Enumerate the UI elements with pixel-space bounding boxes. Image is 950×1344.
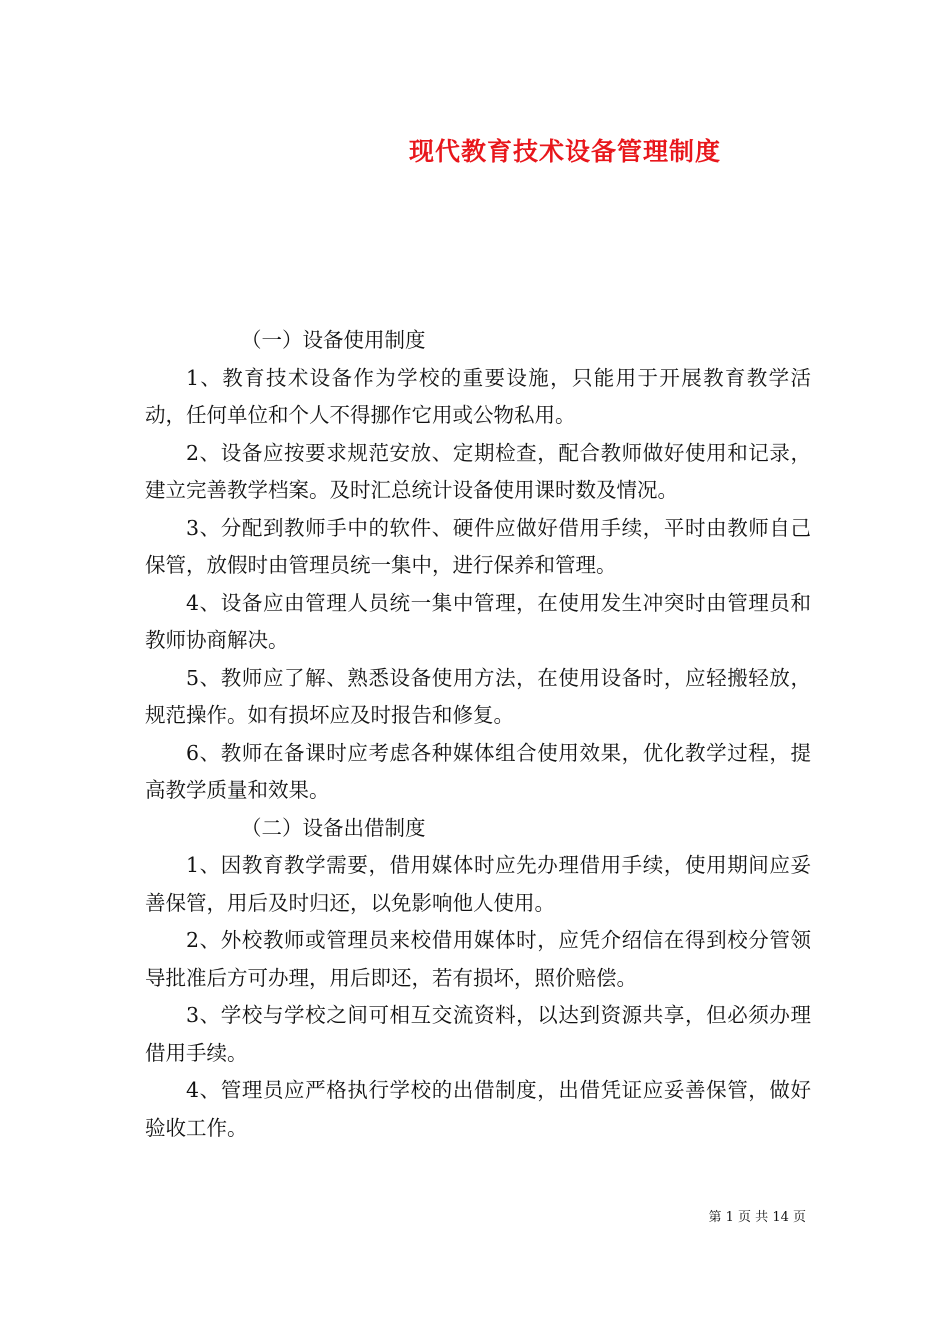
paragraph: 1、教育技术设备作为学校的重要设施，只能用于开展教育教学活动，任何单位和个人不得挪作它用或公物私用。 xyxy=(145,365,811,427)
paragraph: 5、教师应了解、熟悉设备使用方法，在使用设备时，应轻搬轻放，规范操作。如有损坏应及时报告和修复。 xyxy=(145,665,811,727)
paragraph: 1、因教育教学需要，借用媒体时应先办理借用手续，使用期间应妥善保管，用后及时归还，以免影响他人使用。 xyxy=(145,853,811,915)
section-heading-usage: （一）设备使用制度 xyxy=(241,328,426,352)
paragraph: 3、分配到教师手中的软件、硬件应做好借用手续，平时由教师自己保管，放假时由管理员统一集中，进行保养和管理。 xyxy=(145,515,811,577)
paragraph: 2、设备应按要求规范安放、定期检查，配合教师做好使用和记录，建立完善教学档案。及时汇总统计设备使用课时数及情况。 xyxy=(145,440,811,502)
paragraph: 3、学校与学校之间可相互交流资料，以达到资源共享，但必须办理借用手续。 xyxy=(145,1003,811,1065)
paragraph: 6、教师在备课时应考虑各种媒体组合使用效果，优化教学过程，提高教学质量和效果。 xyxy=(145,740,811,802)
paragraph: 2、外校教师或管理员来校借用媒体时，应凭介绍信在得到校分管领导批准后方可办理，用后即还，若有损坏，照价赔偿。 xyxy=(145,928,811,990)
document-body xyxy=(145,322,811,1147)
section-heading-lending: （二）设备出借制度 xyxy=(241,815,426,840)
document-title: 现代教育技术设备管理制度 xyxy=(408,137,721,166)
page-number: 第 1 页 共 14 页 xyxy=(708,1210,806,1225)
paragraph: 4、设备应由管理人员统一集中管理，在使用发生冲突时由管理员和教师协商解决。 xyxy=(145,590,811,652)
paragraph: 4、管理员应严格执行学校的出借制度，出借凭证应妥善保管，做好验收工作。 xyxy=(145,1078,811,1140)
